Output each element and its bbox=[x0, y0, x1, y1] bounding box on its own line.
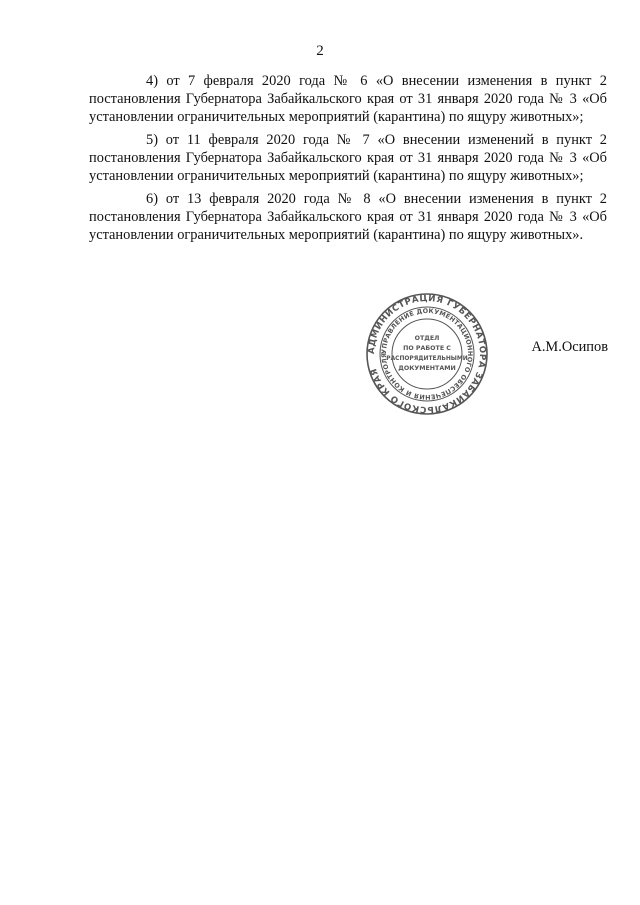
official-stamp bbox=[365, 292, 489, 416]
list-item: 5) от 11 февраля 2020 года № 7 «О внесении изменений в пункт 2 постановления Губернатора Забайкальского края от 31 января 2020 года № 3 «Об установлении ограничительных мероприятий (карантина) по ящуру животных»; bbox=[89, 132, 607, 184]
stamp-center-line: ОТДЕЛ bbox=[414, 335, 440, 342]
stamp-inner-text: УПРАВЛЕНИЕ ДОКУМЕНТАЦИОННОГО ОБЕСПЕЧЕНИЯ И КОНТРОЛЯ bbox=[379, 306, 475, 402]
list-item: 6) от 13 февраля 2020 года № 8 «О внесении изменения в пункт 2 постановления Губернатора Забайкальского края от 31 января 2020 года № 3 «Об установлении ограничительных мероприятий (карантина) по ящуру животных». bbox=[89, 191, 607, 243]
page-number: 2 bbox=[316, 43, 324, 59]
stamp-center-line: РАСПОРЯДИТЕЛЬНЫМИ bbox=[386, 356, 468, 362]
stamp-center-line: ДОКУМЕНТАМИ bbox=[398, 365, 456, 372]
document-body bbox=[89, 72, 607, 249]
stamp-outer-text: АДМИНИСТРАЦИЯ ГУБЕРНАТОРА ЗАБАЙКАЛЬСКОГО КРАЯ bbox=[366, 293, 488, 415]
signatory-name: А.М.Осипов bbox=[531, 339, 608, 355]
stamp-center-line: ПО РАБОТЕ С bbox=[403, 345, 451, 352]
list-item: 4) от 7 февраля 2020 года № 6 «О внесении изменения в пункт 2 постановления Губернатора Забайкальского края от 31 января 2020 года № 3 «Об установлении ограничительных мероприятий (карантина) по ящуру животных»; bbox=[89, 73, 607, 125]
svg-text:УПРАВЛЕНИЕ ДОКУМЕНТАЦИОННОГО О bbox=[380, 307, 474, 401]
stamp-seal-icon bbox=[365, 292, 489, 416]
